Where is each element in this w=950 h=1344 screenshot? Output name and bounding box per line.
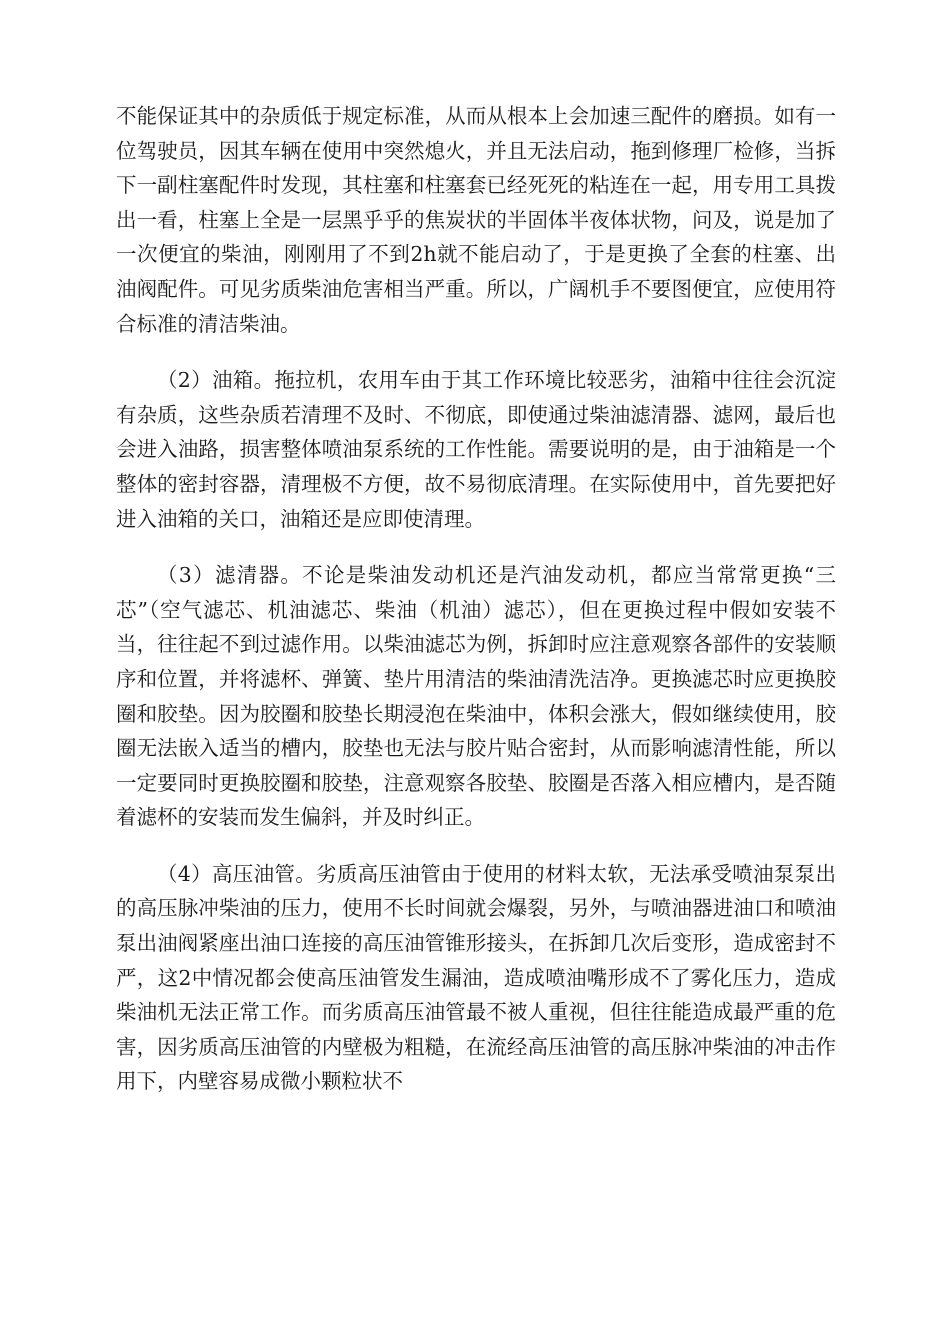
- paragraph-gap: [116, 341, 836, 363]
- paragraph-fuel-tank: （2）油箱。拖拉机，农用车由于其工作环境比较恶劣，油箱中往往会沉淀有杂质，这些杂质若清理不及时、不彻底，即使通过柴油滤清器、滤网，最后也会进入油路，损害整体喷油泵系统的工作性能。需要说明的是，由于油箱是一个整体的密封容器，清理极不方便，故不易彻底清理。在实际使用中，首先要把好进入油箱的关口，油箱还是应即使清理。: [116, 368, 836, 531]
- paragraph-continuation: 不能保证其中的杂质低于规定标准，从而从根本上会加速三配件的磨损。如有一位驾驶员，因其车辆在使用中突然熄火，并且无法启动，拖到修理厂检修，当拆下一副柱塞配件时发现，其柱塞和柱塞套已经死死的粘连在一起，用专用工具拨出一看，柱塞上全是一层黑乎乎的焦炭状的半固体半夜体状物，问及，说是加了一次便宜的柴油，刚刚用了不到2h就不能启动了，于是更换了全套的柱塞、出油阀配件。可见劣质柴油危害相当严重。所以，广阔机手不要图便宜，应使用符合标准的清洁柴油。: [116, 104, 836, 336]
- paragraph-filter: （3）滤清器。不论是柴油发动机还是汽油发动机，都应当常常更换“三芯”（空气滤芯、机油滤芯、柴油（机油）滤芯），但在更换过程中假如安装不当，往往起不到过滤作用。以柴油滤芯为例，拆卸时应注意观察各部件的安装顺序和位置，并将滤杯、弹簧、垫片用清洁的柴油清洗洁净。更换滤芯时应更换胶圈和胶垫。因为胶圈和胶垫长期浸泡在柴油中，体积会涨大，假如继续使用，胶圈无法嵌入适当的槽内，胶垫也无法与胶片贴合密封，从而影响滤清性能，所以一定要同时更换胶圈和胶垫，注意观察各胶垫、胶圈是否落入相应槽内，是否随着滤杯的安装而发生偏斜，并及时纠正。: [116, 563, 836, 830]
- paragraph-gap: [116, 536, 836, 558]
- paragraph-gap: [116, 835, 836, 857]
- body-text: [116, 99, 836, 1099]
- paragraph-high-pressure-pipe: （4）高压油管。劣质高压油管由于使用的材料太软，无法承受喷油泵泵出的高压脉冲柴油的压力，使用不长时间就会爆裂，另外，与喷油器进油口和喷油泵出油阀紧座出油口连接的高压油管锥形接头，在拆卸几次后变形，造成密封不严，这2中情况都会使高压油管发生漏油，造成喷油嘴形成不了雾化压力，造成柴油机无法正常工作。而劣质高压油管最不被人重视，但往往能造成最严重的危害，因劣质高压油管的内壁极为粗糙，在流经高压油管的高压脉冲柴油的冲击作用下，内壁容易成微小颗粒状不: [116, 861, 836, 1094]
